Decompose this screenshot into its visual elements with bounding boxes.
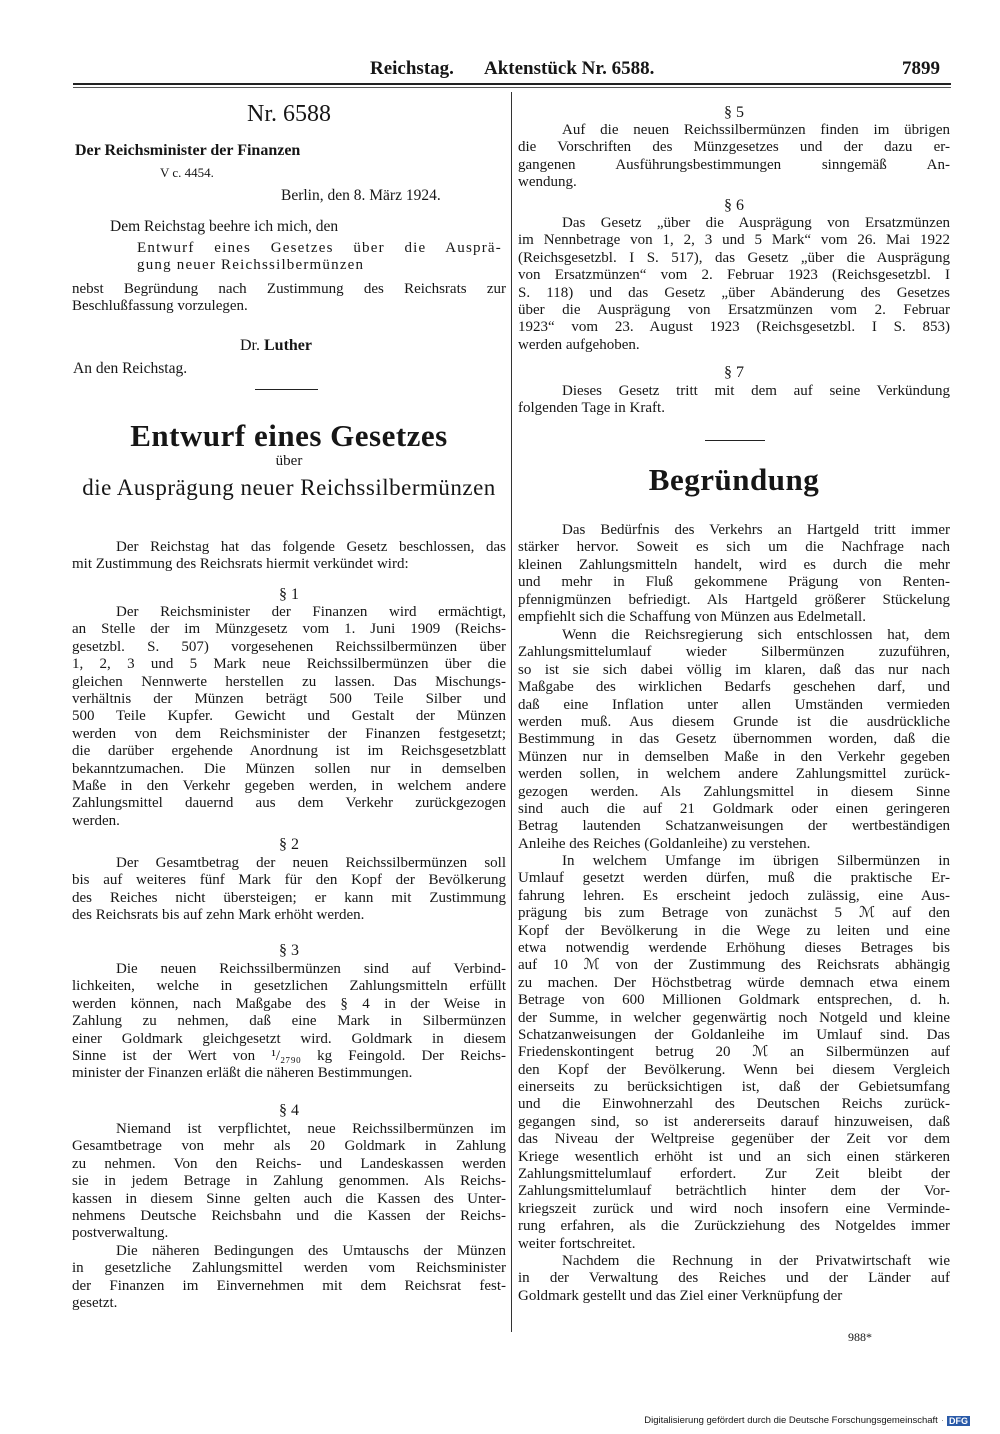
text-line: stärker hervor. Soweit es sich um die Nachfrage nach bbox=[518, 539, 950, 556]
reasoning-paragraph bbox=[518, 853, 950, 1253]
text-line: Münzen nur in demselben Maße in den Verkehr gegeben bbox=[518, 748, 950, 765]
header-rule bbox=[73, 83, 951, 85]
section-2-text bbox=[72, 855, 506, 925]
text-line: Zahlungsmittelumlauf erfordert. Zur Zeit bleibt der bbox=[518, 1166, 950, 1183]
text-line: werden aufgehoben. bbox=[518, 336, 640, 353]
text-line: sind auch die auf 21 Goldmark oder einen geringeren bbox=[518, 800, 950, 817]
text-line: Beschlußfassung vorzulegen. bbox=[72, 298, 248, 315]
text-line: Die neuen Reichssilbermünzen sind auf Verbind- bbox=[116, 961, 506, 977]
text-line: Kopf der Bevölkerung in die Wege zu leiten und eine bbox=[518, 922, 950, 939]
column-divider bbox=[511, 92, 512, 1332]
text-line: lichkeiten, welche in gesetzlichen Zahlungsmitteln erfüllt bbox=[72, 978, 506, 995]
text-line: gangenen Ausführungsbestimmungen sinngemäß An- bbox=[518, 156, 950, 173]
text-line: S. 118) und das Gesetz „über Abänderung des Gesetzes bbox=[518, 284, 950, 301]
section-6-text bbox=[518, 215, 950, 354]
section-heading: § 6 bbox=[724, 197, 744, 214]
section-heading: § 4 bbox=[279, 1102, 299, 1119]
text-line: des Reichsrats bis auf zehn Mark erhöht werden. bbox=[72, 907, 365, 924]
text-line: nebst Begründung nach Zustimmung des Reichsrats zur bbox=[72, 281, 506, 297]
letter-body bbox=[72, 281, 506, 316]
text-line: Nachdem die Rechnung in der Privatwirtschaft wie bbox=[562, 1253, 950, 1269]
signature: Luther bbox=[264, 337, 312, 354]
text-line: empfiehlt sich die Schaffung von Münzen aus Edelmetall. bbox=[518, 608, 866, 625]
credit-text: Digitalisierung gefördert durch die Deutsche Forschungsgemeinschaft bbox=[644, 1415, 938, 1426]
letter-subject bbox=[137, 240, 502, 275]
header-rule-thin bbox=[73, 87, 951, 88]
text-line: fahrung lehren. Es erscheint jedoch zulässig, eine Aus- bbox=[518, 887, 950, 904]
text-line: an Stelle der im Münzgesetz vom 1. Juni 1909 (Reichs- bbox=[72, 621, 506, 638]
document-reference: Aktenstück Nr. 6588. bbox=[484, 58, 655, 79]
section-1-text bbox=[72, 604, 506, 830]
running-title: Reichstag. bbox=[370, 58, 454, 79]
text-line: Der Reichstag hat das folgende Gesetz beschlossen, das bbox=[116, 539, 506, 555]
draft-connector: über bbox=[275, 453, 303, 469]
text-line: Der Gesamtbetrag der neuen Reichssilbermünzen soll bbox=[116, 855, 506, 871]
text-line: (Reichsgesetzbl. I S. 517), das Gesetz „über die Ausprägung bbox=[518, 249, 950, 266]
text-line: in gesetzliche Zahlungsmittel werden vom Reichsminister bbox=[72, 1260, 506, 1277]
text-line: Sinne ist der Wert von ¹/₂₇₉₀ kg Feingold. Der Reichs- bbox=[72, 1047, 506, 1064]
text-line: Anleihe des Reiches (Goldanleihe) zu verstehen. bbox=[518, 835, 811, 852]
reference-number: V c. 4454. bbox=[160, 165, 214, 180]
text-line: Dieses Gesetz tritt mit dem auf seine Verkündung bbox=[562, 383, 950, 399]
text-line: verhältnis der Münzen beträgt 500 Teile Silber und bbox=[72, 690, 506, 707]
text-line: Friedenskontingent betrug 20 ℳ an Silbermünzen auf bbox=[518, 1044, 950, 1061]
text-line: Das Bedürfnis des Verkehrs an Hartgeld tritt immer bbox=[562, 522, 950, 538]
text-line: die darüber ergehende Anordnung ist im Reichsgesetzblatt bbox=[72, 743, 506, 760]
section-heading: § 7 bbox=[724, 364, 744, 381]
section-heading: § 2 bbox=[279, 836, 299, 853]
text-line: Zahlungsmittelumlauf beträchtlich hinter dem der Vor- bbox=[518, 1183, 950, 1200]
text-line: die Vorschriften des Münzgesetzes und der dazu er- bbox=[518, 139, 950, 156]
text-line: einerseits zu berücksichtigen ist, daß der Gebietsumfang bbox=[518, 1079, 950, 1096]
text-line: zu machen. Der Höchstbetrag würde demnach etwa einem bbox=[518, 974, 950, 991]
text-line: Kriege wesentlich erhöht ist und an sich einen stärkeren bbox=[518, 1148, 950, 1165]
section-7-text bbox=[518, 383, 950, 418]
text-line: so ist sie sich dabei völlig im klaren, daß das nur nach bbox=[518, 661, 950, 678]
text-line: weiter fortschreitet. bbox=[518, 1235, 636, 1252]
text-line: postverwaltung. bbox=[72, 1225, 169, 1242]
text-line: in der Verwaltung des Reiches und der Länder auf bbox=[518, 1270, 950, 1287]
text-line: Maße in den Verkehr gegeben werden, in welchem andere bbox=[72, 777, 506, 794]
text-line: und mehr in Fluß gekommene Prägung von Renten- bbox=[518, 574, 950, 591]
text-line: Wenn die Reichsregierung sich entschlossen hat, dem bbox=[562, 627, 950, 643]
addressee: An den Reichstag. bbox=[73, 360, 188, 377]
text-line: kassen in diesem Sinne gelten auch die Kassen des Unter- bbox=[72, 1190, 506, 1207]
text-line: Der Reichsminister der Finanzen wird ermächtigt, bbox=[116, 604, 506, 620]
section-heading: § 1 bbox=[279, 586, 299, 603]
reasoning-paragraph bbox=[518, 627, 950, 853]
text-line: In welchem Umfange im übrigen Silbermünzen in bbox=[562, 853, 950, 869]
text-line: werden von dem Reichsminister der Finanzen festgesetzt; bbox=[72, 725, 506, 742]
text-line: bekanntzumachen. Die Münzen sollen nur in demselben bbox=[72, 760, 506, 777]
text-line: einer Goldmark gleichgesetzt wird. Goldmark in diesem bbox=[72, 1030, 506, 1047]
separator-rule bbox=[705, 440, 765, 441]
text-line: auf 10 ℳ von der Zustimmung des Reichsrats abhängig bbox=[518, 957, 950, 974]
preamble bbox=[72, 539, 506, 574]
text-line: den Kopf der Bevölkerung. Wenn bei diesem Vergleich bbox=[518, 1061, 950, 1078]
text-line: der Summe, in welcher gegenwärtig noch Notgeld und kleine bbox=[518, 1009, 950, 1026]
text-line: gesetzbl. S. 507) vorgesehenen Reichssilbermünzen über bbox=[72, 638, 506, 655]
text-line: rung erfahren, als die Zurückziehung des Notgeldes immer bbox=[518, 1218, 950, 1235]
document-number: Nr. 6588 bbox=[247, 101, 331, 127]
text-line: gung neuer Reichssilbermünzen bbox=[137, 257, 365, 274]
text-line: Maßgabe des wirklichen Bedarfs geschehen darf, und bbox=[518, 679, 950, 696]
text-line: bis auf weiteres fünf Mark für den Kopf der Bevölkerung bbox=[72, 872, 506, 889]
text-line: Umlauf gesetzt werden dürfen, muß die praktische Er- bbox=[518, 870, 950, 887]
text-line: Zahlungsmittel dauernd aus dem Verkehr zurückgezogen bbox=[72, 795, 506, 812]
text-line: sie in jedem Betrage in Zahlung genommen. Als Reichs- bbox=[72, 1173, 506, 1190]
digitization-credit: Digitalisierung gefördert durch die Deutsche Forschungsgemeinschaft · DFG bbox=[644, 1415, 968, 1426]
text-line: daß eine Inflation unter allen Umständen vermieden bbox=[518, 696, 950, 713]
text-line: kleinen Zahlungsmitteln handelt, wird es durch die mehr bbox=[518, 556, 950, 573]
section-5-text bbox=[518, 122, 950, 192]
place-date: Berlin, den 8. März 1924. bbox=[281, 187, 441, 204]
text-line: Die näheren Bedingungen des Umtauschs der Münzen bbox=[116, 1243, 506, 1259]
dfg-logo: DFG bbox=[949, 1415, 968, 1426]
text-line: Goldmark gestellt und das Ziel einer Verknüpfung der bbox=[518, 1287, 843, 1304]
text-line: mit Zustimmung des Reichsrats hiermit verkündet wird: bbox=[72, 556, 409, 573]
text-line: des Reiches nicht übersteigen; er kann mit Zustimmung bbox=[72, 889, 506, 906]
text-line: zu nehmen. Von den Reichs- und Landeskassen werden bbox=[72, 1155, 506, 1172]
text-line: von Ersatzmünzen“ vom 2. Februar 1923 (Reichsgesetzbl. I bbox=[518, 267, 950, 284]
sender: Der Reichsminister der Finanzen bbox=[75, 142, 301, 159]
signature-block bbox=[240, 337, 312, 355]
text-line: werden. bbox=[72, 812, 120, 829]
reasoning-title: Begründung bbox=[648, 462, 820, 497]
text-line: Schatzanweisungen der Goldanleihe im Umlauf sind. Das bbox=[518, 1026, 950, 1043]
text-line: etwa notwendig werdende Erhöhung dieses Betrages bis bbox=[518, 939, 950, 956]
text-line: Betrag lautenden Schatzanweisungen der wertbeständigen bbox=[518, 818, 950, 835]
text-line: gleichen Nennwerte herstellen zu lassen. Das Mischungs- bbox=[72, 673, 506, 690]
section-heading: § 3 bbox=[279, 942, 299, 959]
text-line: Zahlungsmittelumlauf wieder Silbermünzen zuzuführen, bbox=[518, 644, 950, 661]
text-line: minister der Finanzen erläßt die näheren Bestimmungen. bbox=[72, 1065, 413, 1082]
text-line: über die Ausprägung von Ersatzmünzen vom 2. Februar bbox=[518, 301, 950, 318]
text-line: Gesamtbetrage von mehr als 20 Goldmark in Zahlung bbox=[72, 1138, 506, 1155]
draft-subtitle: die Ausprägung neuer Reichssilbermünzen bbox=[82, 475, 496, 500]
separator-rule bbox=[255, 389, 318, 390]
text-line: Betrage von 600 Millionen Goldmark entsprechen, d. h. bbox=[518, 992, 950, 1009]
text-line: 500 Teile Kupfer. Gewicht und Gestalt der Münzen bbox=[72, 708, 506, 725]
text-line: Das Gesetz „über die Ausprägung von Ersatzmünzen bbox=[562, 215, 950, 231]
text-line: der Finanzen im Einvernehmen mit dem Reichsrat fest- bbox=[72, 1277, 506, 1294]
section-3-text bbox=[72, 961, 506, 1083]
text-line: werden muß. Aus diesem Grunde ist die ausdrückliche bbox=[518, 713, 950, 730]
text-line: gegangen sind, so ist andererseits darauf hinzuweisen, daß bbox=[518, 1113, 950, 1130]
text-line: im Nennbetrage von 1, 2, 3 und 5 Mark“ vom 26. Mai 1922 bbox=[518, 232, 950, 249]
text-line: gesetzt. bbox=[72, 1295, 118, 1312]
text-line: pfennigmünzen befriedigt. Als Hartgeld größerer Stückelung bbox=[518, 591, 950, 608]
page-number: 7899 bbox=[902, 58, 940, 79]
text-line: nehmens Deutsche Reichsbahn und die Kassen der Reichs- bbox=[72, 1207, 506, 1224]
text-line: Niemand ist verpflichtet, neue Reichssilbermünzen im bbox=[116, 1121, 506, 1137]
text-line: Entwurf eines Gesetzes über die Ausprä- bbox=[137, 240, 502, 256]
section-4-text-2 bbox=[72, 1243, 506, 1313]
text-line: werden sollen, in welchem andere Zahlungsmittel zurück- bbox=[518, 766, 950, 783]
text-line: das Niveau der Weltpreise gegenüber der Zeit vor dem bbox=[518, 1131, 950, 1148]
section-heading: § 5 bbox=[724, 104, 744, 121]
text-line: werden können, nach Maßgabe des § 4 in der Weise in bbox=[72, 995, 506, 1012]
text-line: Auf die neuen Reichssilbermünzen finden im übrigen bbox=[562, 122, 950, 138]
reasoning-paragraph bbox=[518, 522, 950, 626]
text-line: kriegszeit zurück und wird noch insofern eine Verminde- bbox=[518, 1200, 950, 1217]
text-line: Bestimmung in das Gesetz übernommen worden, daß die bbox=[518, 731, 950, 748]
text-line: gezogen werden. Als Zahlungsmittel in diesem Sinne bbox=[518, 783, 950, 800]
salutation: Dem Reichstag beehre ich mich, den bbox=[110, 218, 339, 235]
text-line: 1, 2, 3 und 5 Mark neue Reichssilbermünzen über die bbox=[72, 656, 506, 673]
text-line: Zahlung zu nehmen, daß eine Mark in Silbermünzen bbox=[72, 1013, 506, 1030]
text-line: wendung. bbox=[518, 174, 577, 191]
text-line: folgenden Tage in Kraft. bbox=[518, 400, 665, 417]
section-4-text bbox=[72, 1121, 506, 1243]
draft-title: Entwurf eines Gesetzes bbox=[130, 418, 448, 453]
signature-mark: 988* bbox=[848, 1330, 872, 1344]
text-line: und die Einwohnerzahl des Deutschen Reichs zurück- bbox=[518, 1096, 950, 1113]
signature-prefix: Dr. bbox=[240, 337, 260, 354]
text-line: 1923“ vom 23. August 1923 (Reichsgesetzbl. I S. 853) bbox=[518, 319, 950, 336]
reasoning-paragraph bbox=[518, 1253, 950, 1305]
text-line: prägung bis zum Betrage von zunächst 5 ℳ auf den bbox=[518, 905, 950, 922]
